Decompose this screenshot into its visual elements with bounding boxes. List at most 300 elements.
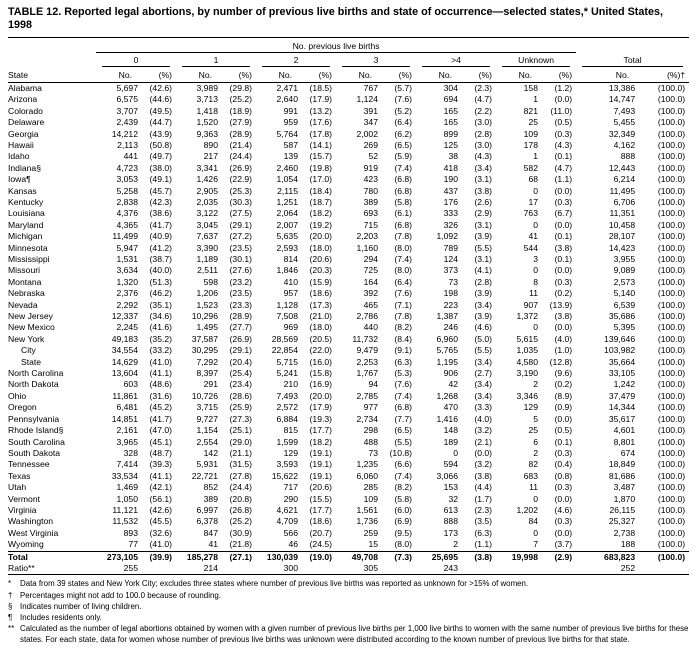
count-cell: 587 (283, 139, 298, 150)
count-cell: 852 (203, 482, 218, 493)
percent-cell: (100.0) (657, 425, 686, 436)
count-cell: 582 (523, 162, 538, 173)
no-header: No. (576, 67, 638, 83)
count-cell: 919 (363, 162, 378, 173)
table-row (8, 516, 689, 527)
percent-cell: (100.0) (657, 436, 686, 447)
count-cell: 28,107 (608, 231, 636, 242)
count-cell: 2,245 (116, 322, 138, 333)
count-cell: 888 (620, 151, 636, 162)
count-cell: 68 (528, 174, 538, 185)
count-cell: 214 (203, 562, 218, 573)
count-cell: 5,715 (276, 356, 298, 367)
percent-cell: (26.9) (229, 333, 252, 344)
percent-cell: (0.3) (554, 516, 573, 527)
count-cell: 26,115 (609, 504, 636, 515)
percent-cell: (16.0) (309, 356, 332, 367)
percent-cell: (30.9) (229, 527, 252, 538)
percent-cell: (41.7) (149, 413, 172, 424)
count-cell: 347 (363, 117, 378, 128)
percent-cell: (100.0) (657, 390, 686, 401)
percent-cell: (8.2) (394, 482, 412, 493)
percent-cell: (7.3) (381, 551, 416, 563)
count-cell: 1,469 (116, 482, 138, 493)
percent-cell: (25.2) (229, 94, 252, 105)
percent-cell: (3.8) (474, 185, 492, 196)
percent-cell: (3.4) (474, 379, 492, 390)
count-cell: 1,251 (276, 196, 298, 207)
count-cell: 780 (363, 185, 378, 196)
count-cell: 49,708 (336, 551, 381, 563)
percent-cell: (0.3) (554, 482, 573, 493)
percent-cell: (3.9) (474, 311, 492, 322)
percent-cell: (0.5) (554, 117, 573, 128)
table-row (8, 402, 689, 413)
count-cell: 4,580 (516, 356, 538, 367)
table-row (8, 357, 689, 368)
percent-cell: (20.6) (309, 482, 332, 493)
count-cell: 25 (528, 425, 538, 436)
percent-cell: (20.0) (309, 390, 332, 401)
count-cell: 4,162 (613, 139, 636, 150)
percent-cell: (2.9) (474, 208, 492, 219)
percent-cell: (17.9) (309, 94, 332, 105)
row-label: New York (8, 333, 45, 344)
count-cell: 5,635 (276, 231, 298, 242)
count-cell: 109 (363, 493, 378, 504)
percent-cell: (6.4) (394, 276, 412, 287)
table-row (8, 425, 689, 436)
header-spacer (576, 37, 689, 52)
table-row (8, 186, 689, 197)
percent-cell: (27.3) (229, 413, 252, 424)
count-cell: 22,721 (191, 470, 218, 481)
count-cell: 198 (443, 288, 458, 299)
count-cell: 37,479 (608, 390, 636, 401)
count-cell: 7,414 (116, 459, 138, 470)
row-label: Mississippi (8, 254, 50, 264)
count-cell: 389 (363, 196, 378, 207)
percent-cell: (19.2) (309, 219, 332, 230)
percent-cell: (3.2) (474, 425, 492, 436)
percent-cell: (100.0) (657, 356, 686, 367)
count-cell: 9,089 (613, 265, 636, 276)
count-cell: 373 (443, 265, 458, 276)
count-cell: 109 (523, 128, 538, 139)
percent-cell: (0.1) (554, 436, 573, 447)
count-cell: 1,160 (356, 242, 378, 253)
row-label: Louisiana (8, 208, 45, 219)
count-cell (496, 563, 541, 575)
count-cell: 22,854 (271, 345, 298, 356)
count-cell: 41 (208, 539, 218, 550)
count-cell: 2,471 (276, 82, 298, 93)
percent-cell: (100.0) (657, 493, 686, 504)
count-cell: 153 (443, 482, 458, 493)
percent-cell: (0.3) (554, 276, 573, 287)
table-row (8, 151, 689, 162)
percent-cell (301, 563, 336, 575)
percent-cell: (40.9) (149, 231, 172, 242)
percent-cell: (2.8) (474, 276, 492, 287)
count-cell: 273,105 (96, 551, 141, 563)
percent-cell: (20.7) (309, 527, 332, 538)
count-cell: 210 (283, 379, 298, 390)
count-cell: 14,629 (111, 356, 138, 367)
count-cell: 46 (288, 539, 298, 550)
percent-cell: (100.0) (657, 368, 686, 379)
percent-cell: (20.6) (309, 254, 332, 264)
count-cell: 0 (533, 527, 538, 538)
footnote-marker: ¶ (8, 613, 13, 623)
percent-cell: (29.8) (229, 82, 252, 93)
percent-cell: (3.0) (474, 117, 492, 128)
col-group-0 (96, 52, 176, 67)
count-cell: 333 (443, 208, 458, 219)
count-cell: 10,726 (191, 390, 218, 401)
table-row (8, 551, 689, 563)
percent-cell: (2.9) (541, 551, 576, 563)
state-column-header: State (8, 67, 96, 83)
percent-cell: (7.7) (394, 413, 412, 424)
percent-cell: (46.2) (149, 288, 172, 299)
percent-cell: (45.1) (149, 436, 172, 447)
row-label: Iowa¶ (8, 174, 31, 185)
percent-cell: (100.0) (657, 527, 686, 538)
count-cell: 12,337 (111, 311, 138, 322)
percent-cell: (6.3) (394, 356, 412, 367)
percent-cell: (100.0) (657, 504, 686, 515)
count-cell: 5,764 (276, 128, 298, 139)
count-cell: 1,195 (436, 356, 458, 367)
count-cell: 4,709 (276, 516, 298, 527)
count-cell: 38 (448, 151, 458, 162)
count-cell: 158 (523, 82, 538, 93)
count-cell: 142 (203, 447, 218, 458)
count-cell: 6,481 (116, 402, 138, 413)
table-row (8, 563, 689, 575)
count-cell: 1,426 (196, 174, 218, 185)
count-cell: 969 (283, 322, 298, 333)
count-cell: 683,823 (576, 551, 638, 563)
count-cell: 15 (368, 539, 378, 550)
percent-cell: (45.7) (149, 185, 172, 196)
percent-cell: (100.0) (657, 265, 686, 276)
percent-cell: (100.0) (657, 379, 686, 390)
count-cell: 18,849 (608, 459, 636, 470)
percent-cell: (100.0) (657, 345, 686, 356)
count-cell: 176 (443, 196, 458, 207)
count-cell: 5,765 (436, 345, 458, 356)
percent-cell: (27.8) (229, 470, 252, 481)
footnote (8, 602, 689, 612)
count-cell: 391 (363, 105, 378, 116)
percent-cell: (4.4) (474, 482, 492, 493)
footnote-marker: ** (8, 624, 15, 634)
count-cell: 25,327 (608, 516, 636, 527)
count-cell: 2,007 (276, 219, 298, 230)
percent-cell: (0.1) (554, 151, 573, 162)
table-row (8, 505, 689, 516)
percent-cell: (25.3) (229, 185, 252, 196)
count-cell: 12,443 (608, 162, 636, 173)
row-label: Wyoming (8, 539, 44, 550)
count-cell: 977 (363, 402, 378, 413)
percent-cell: (25.1) (229, 425, 252, 436)
count-cell: 1,054 (276, 174, 298, 185)
percent-cell: (24.4) (229, 482, 252, 493)
count-cell: 1,599 (276, 436, 298, 447)
table-row (8, 243, 689, 254)
percent-header: (%) (461, 67, 496, 83)
count-cell: 223 (443, 299, 458, 310)
count-cell: 0 (453, 447, 458, 458)
count-cell: 2,786 (356, 311, 378, 322)
count-cell: 717 (283, 482, 298, 493)
count-cell: 3,965 (116, 436, 138, 447)
percent-cell: (100.0) (657, 242, 686, 253)
table-row (8, 129, 689, 140)
percent-cell: (4.6) (474, 322, 492, 333)
row-label: Utah (8, 482, 27, 493)
percent-cell: (8.2) (394, 322, 412, 333)
percent-cell: (27.5) (229, 208, 252, 219)
count-cell: 52 (368, 151, 378, 162)
percent-cell: (28.9) (229, 311, 252, 322)
count-cell: 7,493 (613, 105, 636, 116)
percent-cell: (20.4) (229, 356, 252, 367)
percent-cell: (2.7) (474, 368, 492, 379)
count-cell: 328 (123, 447, 138, 458)
row-label: Nevada (8, 299, 38, 310)
count-cell: 6 (533, 436, 538, 447)
percent-cell: (19.0) (301, 551, 336, 563)
count-cell: 82 (528, 459, 538, 470)
row-label: North Carolina (8, 368, 64, 379)
count-cell: 10,458 (608, 219, 636, 230)
table-row (8, 528, 689, 539)
count-cell: 35,617 (608, 413, 636, 424)
count-cell: 693 (363, 208, 378, 219)
count-cell: 11,861 (112, 390, 138, 401)
count-cell: 94 (368, 379, 378, 390)
percent-cell: (7.1) (394, 299, 412, 310)
percent-cell: (41.7) (149, 219, 172, 230)
percent-cell: (44.7) (149, 117, 172, 128)
count-cell: 389 (203, 493, 218, 504)
count-cell: 2,785 (356, 390, 378, 401)
row-label: Hawaii (8, 139, 34, 150)
percent-cell: (25.2) (229, 516, 252, 527)
count-cell: 789 (443, 242, 458, 253)
table-header (8, 37, 689, 82)
table-row (8, 494, 689, 505)
percent-cell: (2.3) (474, 504, 492, 515)
count-cell: 73 (448, 276, 458, 287)
count-cell: 814 (283, 254, 298, 264)
count-cell: 2 (533, 447, 538, 458)
percent-cell: (4.3) (474, 151, 492, 162)
count-cell: 0 (533, 493, 538, 504)
percent-cell: (1.7) (474, 493, 492, 504)
table-row (8, 345, 689, 356)
percent-cell: (38.0) (149, 162, 172, 173)
percent-cell (221, 563, 256, 575)
percent-cell: (0.3) (554, 447, 573, 458)
percent-cell: (29.1) (229, 345, 252, 356)
count-cell: 2,573 (613, 276, 636, 287)
percent-cell: (100.0) (657, 333, 686, 344)
count-cell: 1,870 (613, 493, 636, 504)
percent-cell: (4.6) (554, 504, 573, 515)
percent-cell: (4.3) (554, 139, 573, 150)
table-row (8, 322, 689, 333)
row-label: State (21, 356, 42, 367)
count-cell: 1,531 (116, 254, 138, 264)
percent-cell: (5.2) (394, 105, 412, 116)
count-cell: 178 (523, 139, 538, 150)
count-cell: 2,905 (196, 185, 218, 196)
percent-cell: (7.4) (394, 254, 412, 264)
count-cell: 2,554 (196, 436, 218, 447)
count-cell: 103,982 (604, 345, 636, 356)
count-cell: 6,060 (356, 470, 378, 481)
percent-cell: (0.1) (554, 231, 573, 242)
percent-cell: (6.5) (394, 425, 412, 436)
count-cell: 291 (203, 379, 218, 390)
count-cell: 470 (443, 402, 458, 413)
percent-cell: (35.2) (149, 333, 172, 344)
table-row (8, 163, 689, 174)
count-cell: 7,637 (196, 231, 218, 242)
count-cell: 8,397 (196, 368, 218, 379)
count-cell: 1,416 (436, 413, 458, 424)
table-body (8, 82, 689, 574)
percent-cell: (21.1) (229, 447, 252, 458)
percent-cell: (22.9) (229, 174, 252, 185)
count-cell: 725 (363, 265, 378, 276)
percent-cell: (5.7) (394, 82, 412, 93)
row-label: New Mexico (8, 322, 55, 333)
count-cell: 3,190 (516, 368, 538, 379)
percent-cell: (7.4) (394, 390, 412, 401)
percent-cell: (28.6) (229, 390, 252, 401)
count-cell: 3,066 (436, 470, 458, 481)
table-row (8, 197, 689, 208)
count-cell: 1,372 (516, 311, 538, 322)
percent-header: (%) (301, 67, 336, 83)
header-spacer (8, 52, 96, 67)
footnote (8, 579, 689, 589)
percent-cell: (29.0) (229, 436, 252, 447)
count-cell: 25 (528, 117, 538, 128)
count-cell: 0 (533, 219, 538, 230)
percent-cell: (0.0) (474, 447, 492, 458)
count-cell: 437 (443, 185, 458, 196)
row-label: Vermont (8, 493, 41, 504)
row-label: West Virginia (8, 527, 59, 538)
count-cell: 3,593 (276, 459, 298, 470)
percent-cell: (5.8) (394, 196, 412, 207)
count-cell: 2,064 (276, 208, 298, 219)
percent-cell: (18.6) (309, 516, 332, 527)
count-cell: 35,686 (608, 311, 636, 322)
percent-cell: (18.7) (309, 196, 332, 207)
row-label: Tennessee (8, 459, 50, 470)
percent-cell: (0.8) (554, 470, 573, 481)
count-cell: 3,045 (196, 219, 218, 230)
percent-cell: (19.1) (309, 459, 332, 470)
percent-cell: (0.2) (554, 288, 573, 299)
header-row-sub (8, 67, 689, 83)
count-cell: 14,747 (608, 94, 636, 105)
count-cell: 42 (448, 379, 458, 390)
count-cell: 25,695 (416, 551, 461, 563)
percent-cell: (21.4) (229, 139, 252, 150)
count-cell: 28,569 (271, 333, 298, 344)
count-cell: 767 (363, 82, 378, 93)
percent-cell: (8.9) (554, 390, 573, 401)
percent-cell: (0.0) (554, 265, 573, 276)
percent-cell: (6.1) (394, 208, 412, 219)
count-cell: 899 (443, 128, 458, 139)
count-cell: 2,640 (276, 94, 298, 105)
count-cell: 5,931 (196, 459, 218, 470)
count-cell: 8 (533, 276, 538, 287)
count-cell: 11,495 (609, 185, 636, 196)
count-cell: 5,455 (613, 117, 636, 128)
count-cell: 6,539 (613, 299, 636, 310)
percent-cell: (19.1) (309, 470, 332, 481)
count-cell: 4,621 (276, 504, 298, 515)
percent-cell: (27.9) (229, 117, 252, 128)
percent-cell: (18.9) (229, 105, 252, 116)
percent-cell: (5.5) (394, 436, 412, 447)
percent-cell: (2.1) (474, 436, 492, 447)
count-cell: 1,561 (356, 504, 378, 515)
percent-cell: (19.1) (309, 447, 332, 458)
no-header: No. (336, 67, 381, 83)
percent-cell: (3.4) (474, 390, 492, 401)
percent-cell: (6.7) (554, 208, 573, 219)
count-cell: 290 (283, 493, 298, 504)
count-cell: 957 (283, 288, 298, 299)
percent-cell: (3.1) (474, 219, 492, 230)
count-cell: 139,646 (604, 333, 636, 344)
footnote (8, 613, 689, 623)
percent-cell: (100.0) (657, 105, 686, 116)
count-cell: 1,846 (276, 265, 298, 276)
count-cell: 73 (368, 447, 378, 458)
count-cell: 11,499 (112, 231, 138, 242)
table-row (8, 265, 689, 276)
count-cell: 37,587 (191, 333, 218, 344)
count-cell: 1,128 (276, 299, 298, 310)
row-label: Indiana§ (8, 162, 41, 173)
count-cell: 683 (523, 470, 538, 481)
percent-cell: (41.1) (149, 368, 172, 379)
count-cell: 9,363 (196, 128, 218, 139)
abortions-by-previous-live-births-table (8, 37, 689, 575)
count-cell: 694 (443, 94, 458, 105)
count-cell: 2,253 (356, 356, 378, 367)
count-cell: 11,732 (352, 333, 378, 344)
percent-cell: (26.9) (229, 162, 252, 173)
percent-cell: (24.5) (309, 539, 332, 550)
count-cell: 4,365 (116, 219, 138, 230)
count-cell: 2,572 (276, 402, 298, 413)
percent-cell: (29.1) (229, 219, 252, 230)
